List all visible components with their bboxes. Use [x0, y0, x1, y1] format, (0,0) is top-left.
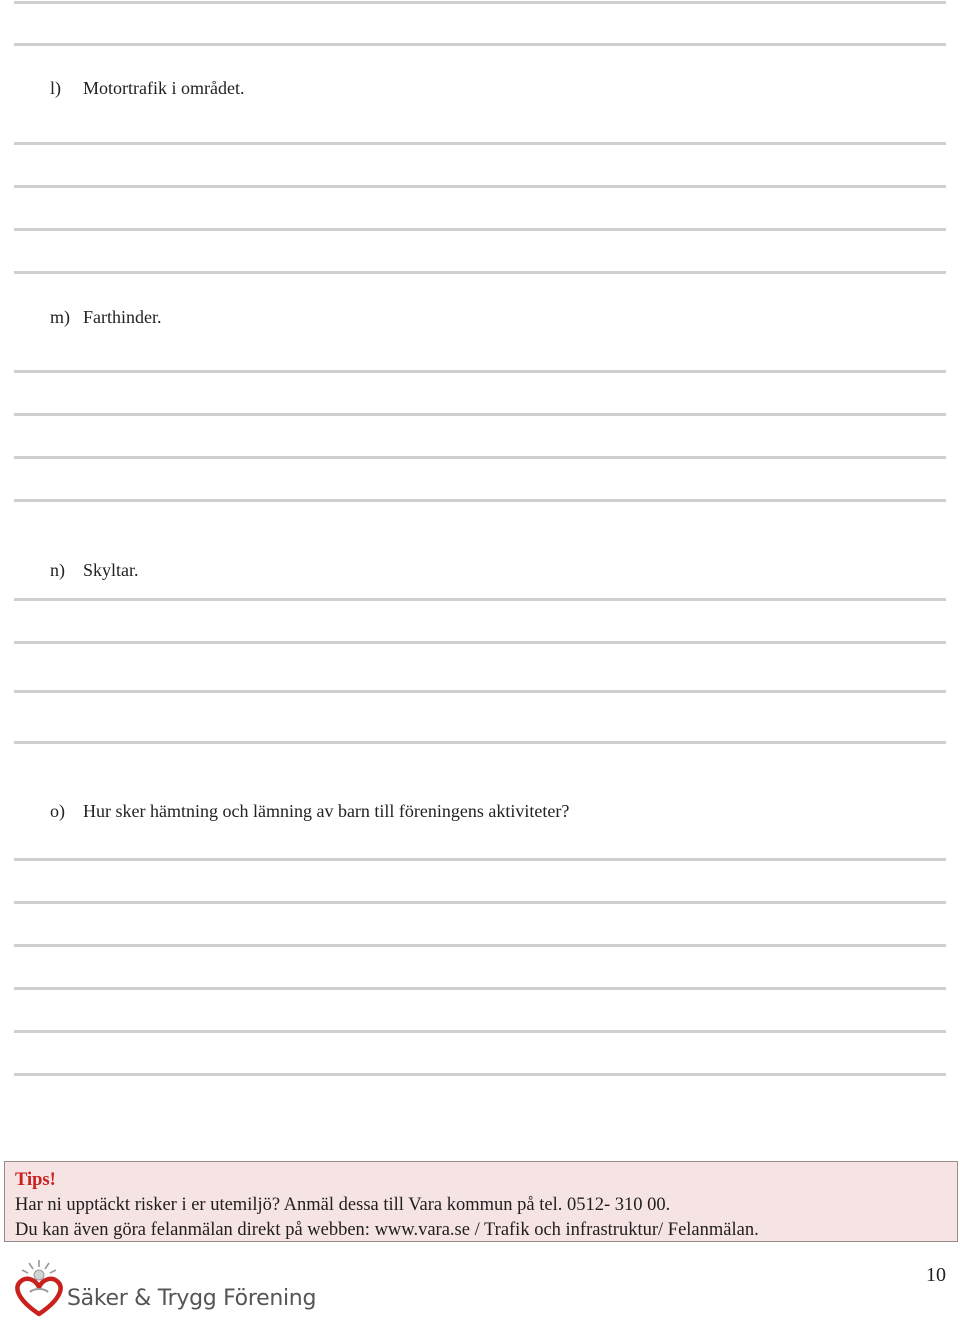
- writing-line: [14, 944, 946, 947]
- organization-logo: [12, 1258, 317, 1318]
- tips-title: Tips!: [15, 1170, 56, 1190]
- question-letter: l): [50, 78, 61, 98]
- writing-line: [14, 185, 946, 188]
- question-letter: o): [50, 801, 65, 821]
- writing-line: [14, 413, 946, 416]
- question-text: Skyltar.: [83, 560, 139, 580]
- logo-text: Säker & Trygg Förening: [67, 1286, 317, 1311]
- question-text: Hur sker hämtning och lämning av barn till föreningens aktiviteter?: [83, 801, 570, 821]
- writing-line: [14, 598, 946, 601]
- writing-line: [14, 641, 946, 644]
- question-m: [50, 307, 162, 328]
- writing-line: [14, 690, 946, 693]
- writing-line: [14, 858, 946, 861]
- question-letter: m): [50, 307, 70, 327]
- writing-line: [14, 43, 946, 46]
- tips-text-line: Du kan även göra felanmälan direkt på webben: www.vara.se / Trafik och infrastruktur/ Felanmälan.: [15, 1220, 759, 1240]
- writing-line: [14, 1030, 946, 1033]
- page-number: 10: [926, 1264, 946, 1286]
- writing-line: [14, 499, 946, 502]
- writing-line: [14, 1, 946, 4]
- question-o: [50, 801, 569, 822]
- writing-line: [14, 456, 946, 459]
- question-letter: n): [50, 560, 65, 580]
- question-text: Motortrafik i området.: [83, 78, 245, 98]
- writing-line: [14, 228, 946, 231]
- tips-box: [4, 1161, 958, 1242]
- writing-line: [14, 901, 946, 904]
- question-n: [50, 560, 139, 581]
- question-text: Farthinder.: [83, 307, 162, 327]
- tips-text-line: Har ni upptäckt risker i er utemiljö? Anmäl dessa till Vara kommun på tel. 0512- 310 00.: [15, 1195, 671, 1215]
- heart-person-icon: [12, 1258, 66, 1318]
- writing-line: [14, 142, 946, 145]
- writing-line: [14, 741, 946, 744]
- writing-line: [14, 1073, 946, 1076]
- writing-line: [14, 271, 946, 274]
- writing-line: [14, 987, 946, 990]
- writing-line: [14, 370, 946, 373]
- question-l: [50, 78, 244, 99]
